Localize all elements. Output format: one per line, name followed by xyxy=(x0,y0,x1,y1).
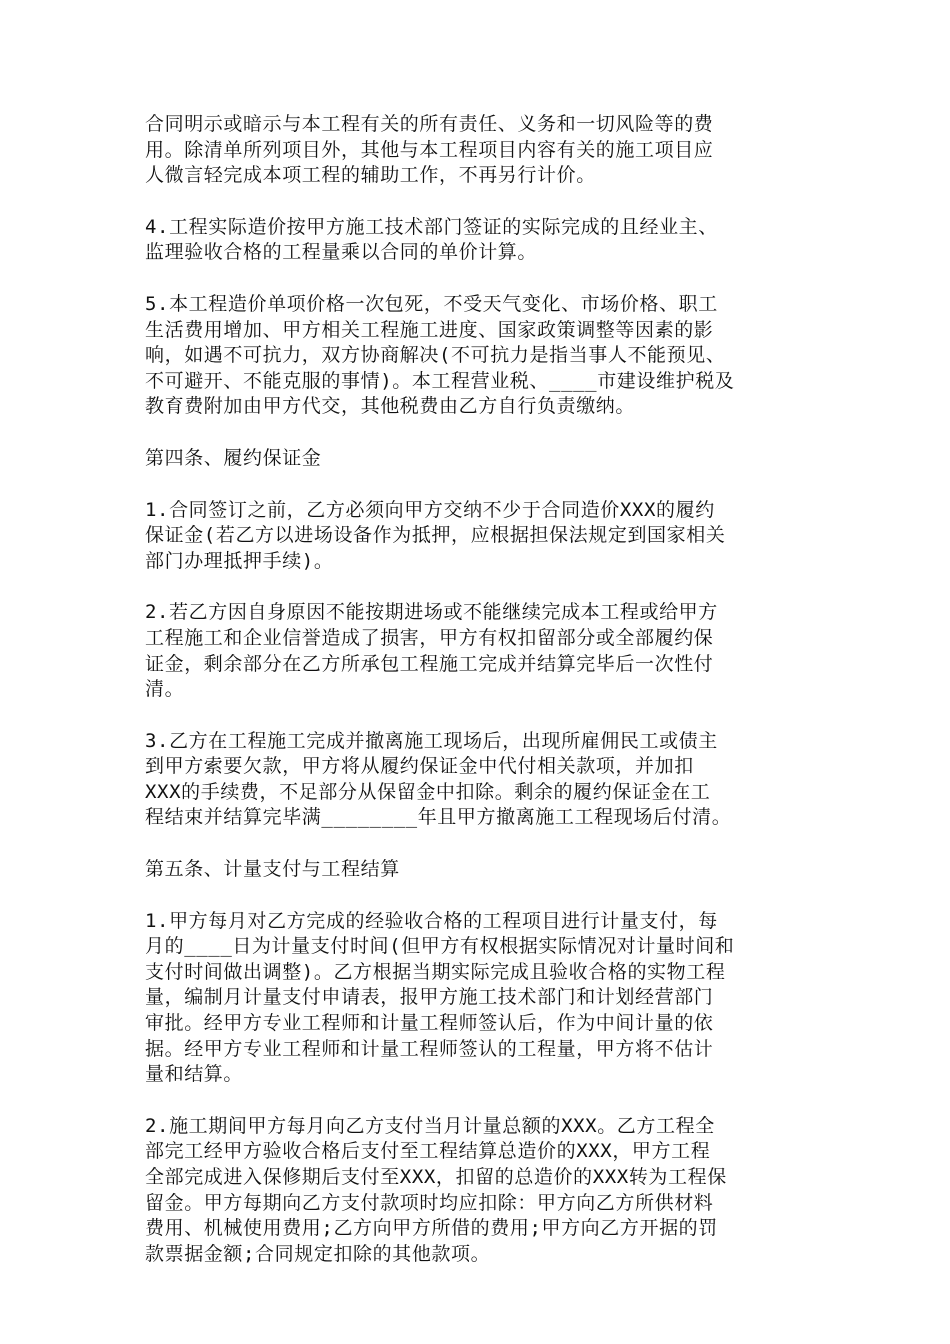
paragraph-clause-4-2: 2.若乙方因自身原因不能按期进场或不能继续完成本工程或给甲方 工程施工和企业信誉造成了损害，甲方有权扣留部分或全部履约保 证金，剩余部分在乙方所承包工程施工完成并结算完毕后一次性付 清。 xyxy=(145,601,718,701)
section-heading-article-4: 第四条、履约保证金 xyxy=(145,446,322,469)
section-heading-article-5: 第五条、计量支付与工程结算 xyxy=(145,858,400,881)
paragraph-clause-5-1: 1.甲方每月对乙方完成的经验收合格的工程项目进行计量支付，每 月的____日为计量支付时间(但甲方有权根据实际情况对计量时间和 支付时间做出调整)。乙方根据当期实际完成且验收合格的实物工程 量，编制月计量支付申请表，报甲方施工技术部门和计划经营部门 审批。经甲方专业工程师和计量工程师签认后，作为中间计量的依 据。经甲方专业工程师和计量工程师签认的工程量，甲方将不估计 量和结算。 xyxy=(145,909,735,1086)
paragraph-clause-3-5: 5.本工程造价单项价格一次包死，不受天气变化、市场价格、职工 生活费用增加、甲方相关工程施工进度、国家政策调整等因素的影 响，如遇不可抗力，双方协商解决(不可抗力是指当事人不能预见、 不可避开、不能克服的事情)。本工程营业税、____市建设维护税及 教育费附加由甲方代交，其他税费由乙方自行负责缴纳。 xyxy=(145,292,735,418)
paragraph-clause-5-2: 2.施工期间甲方每月向乙方支付当月计量总额的XXX。乙方工程全 部完工经甲方验收合格后支付至工程结算总造价的XXX，甲方工程 全部完成进入保修期后支付至XXX，扣留的总造价的XXX转为工程保 留金。甲方每期向乙方支付款项时均应扣除：甲方向乙方所供材料 费用、机械使用费用;乙方向甲方所借的费用;甲方向乙方开据的罚 款票据金额;合同规定扣除的其他款项。 xyxy=(145,1114,727,1265)
paragraph-continuation: 合同明示或暗示与本工程有关的所有责任、义务和一切风险等的费 用。除清单所列项目外，其他与本工程项目内容有关的施工项目应 人微言轻完成本项工程的辅助工作，不再另行计价。 xyxy=(145,113,714,187)
document-page xyxy=(145,112,810,1293)
paragraph-clause-3-4: 4.工程实际造价按甲方施工技术部门签证的实际完成的且经业主、 监理验收合格的工程量乘以合同的单价计算。 xyxy=(145,215,718,264)
paragraph-clause-4-3: 3.乙方在工程施工完成并撤离施工现场后，出现所雇佣民工或债主 到甲方索要欠款，甲方将从履约保证金中代付相关款项，并加扣 XXX的手续费，不足部分从保留金中扣除。剩余的履约保证金在工 程结束并结算完毕满________年且甲方撤离施工工程现场后付清。 xyxy=(145,729,732,829)
paragraph-clause-4-1: 1.合同签订之前，乙方必须向甲方交纳不少于合同造价XXX的履约 保证金(若乙方以进场设备作为抵押，应根据担保法规定到国家相关 部门办理抵押手续)。 xyxy=(145,498,726,572)
